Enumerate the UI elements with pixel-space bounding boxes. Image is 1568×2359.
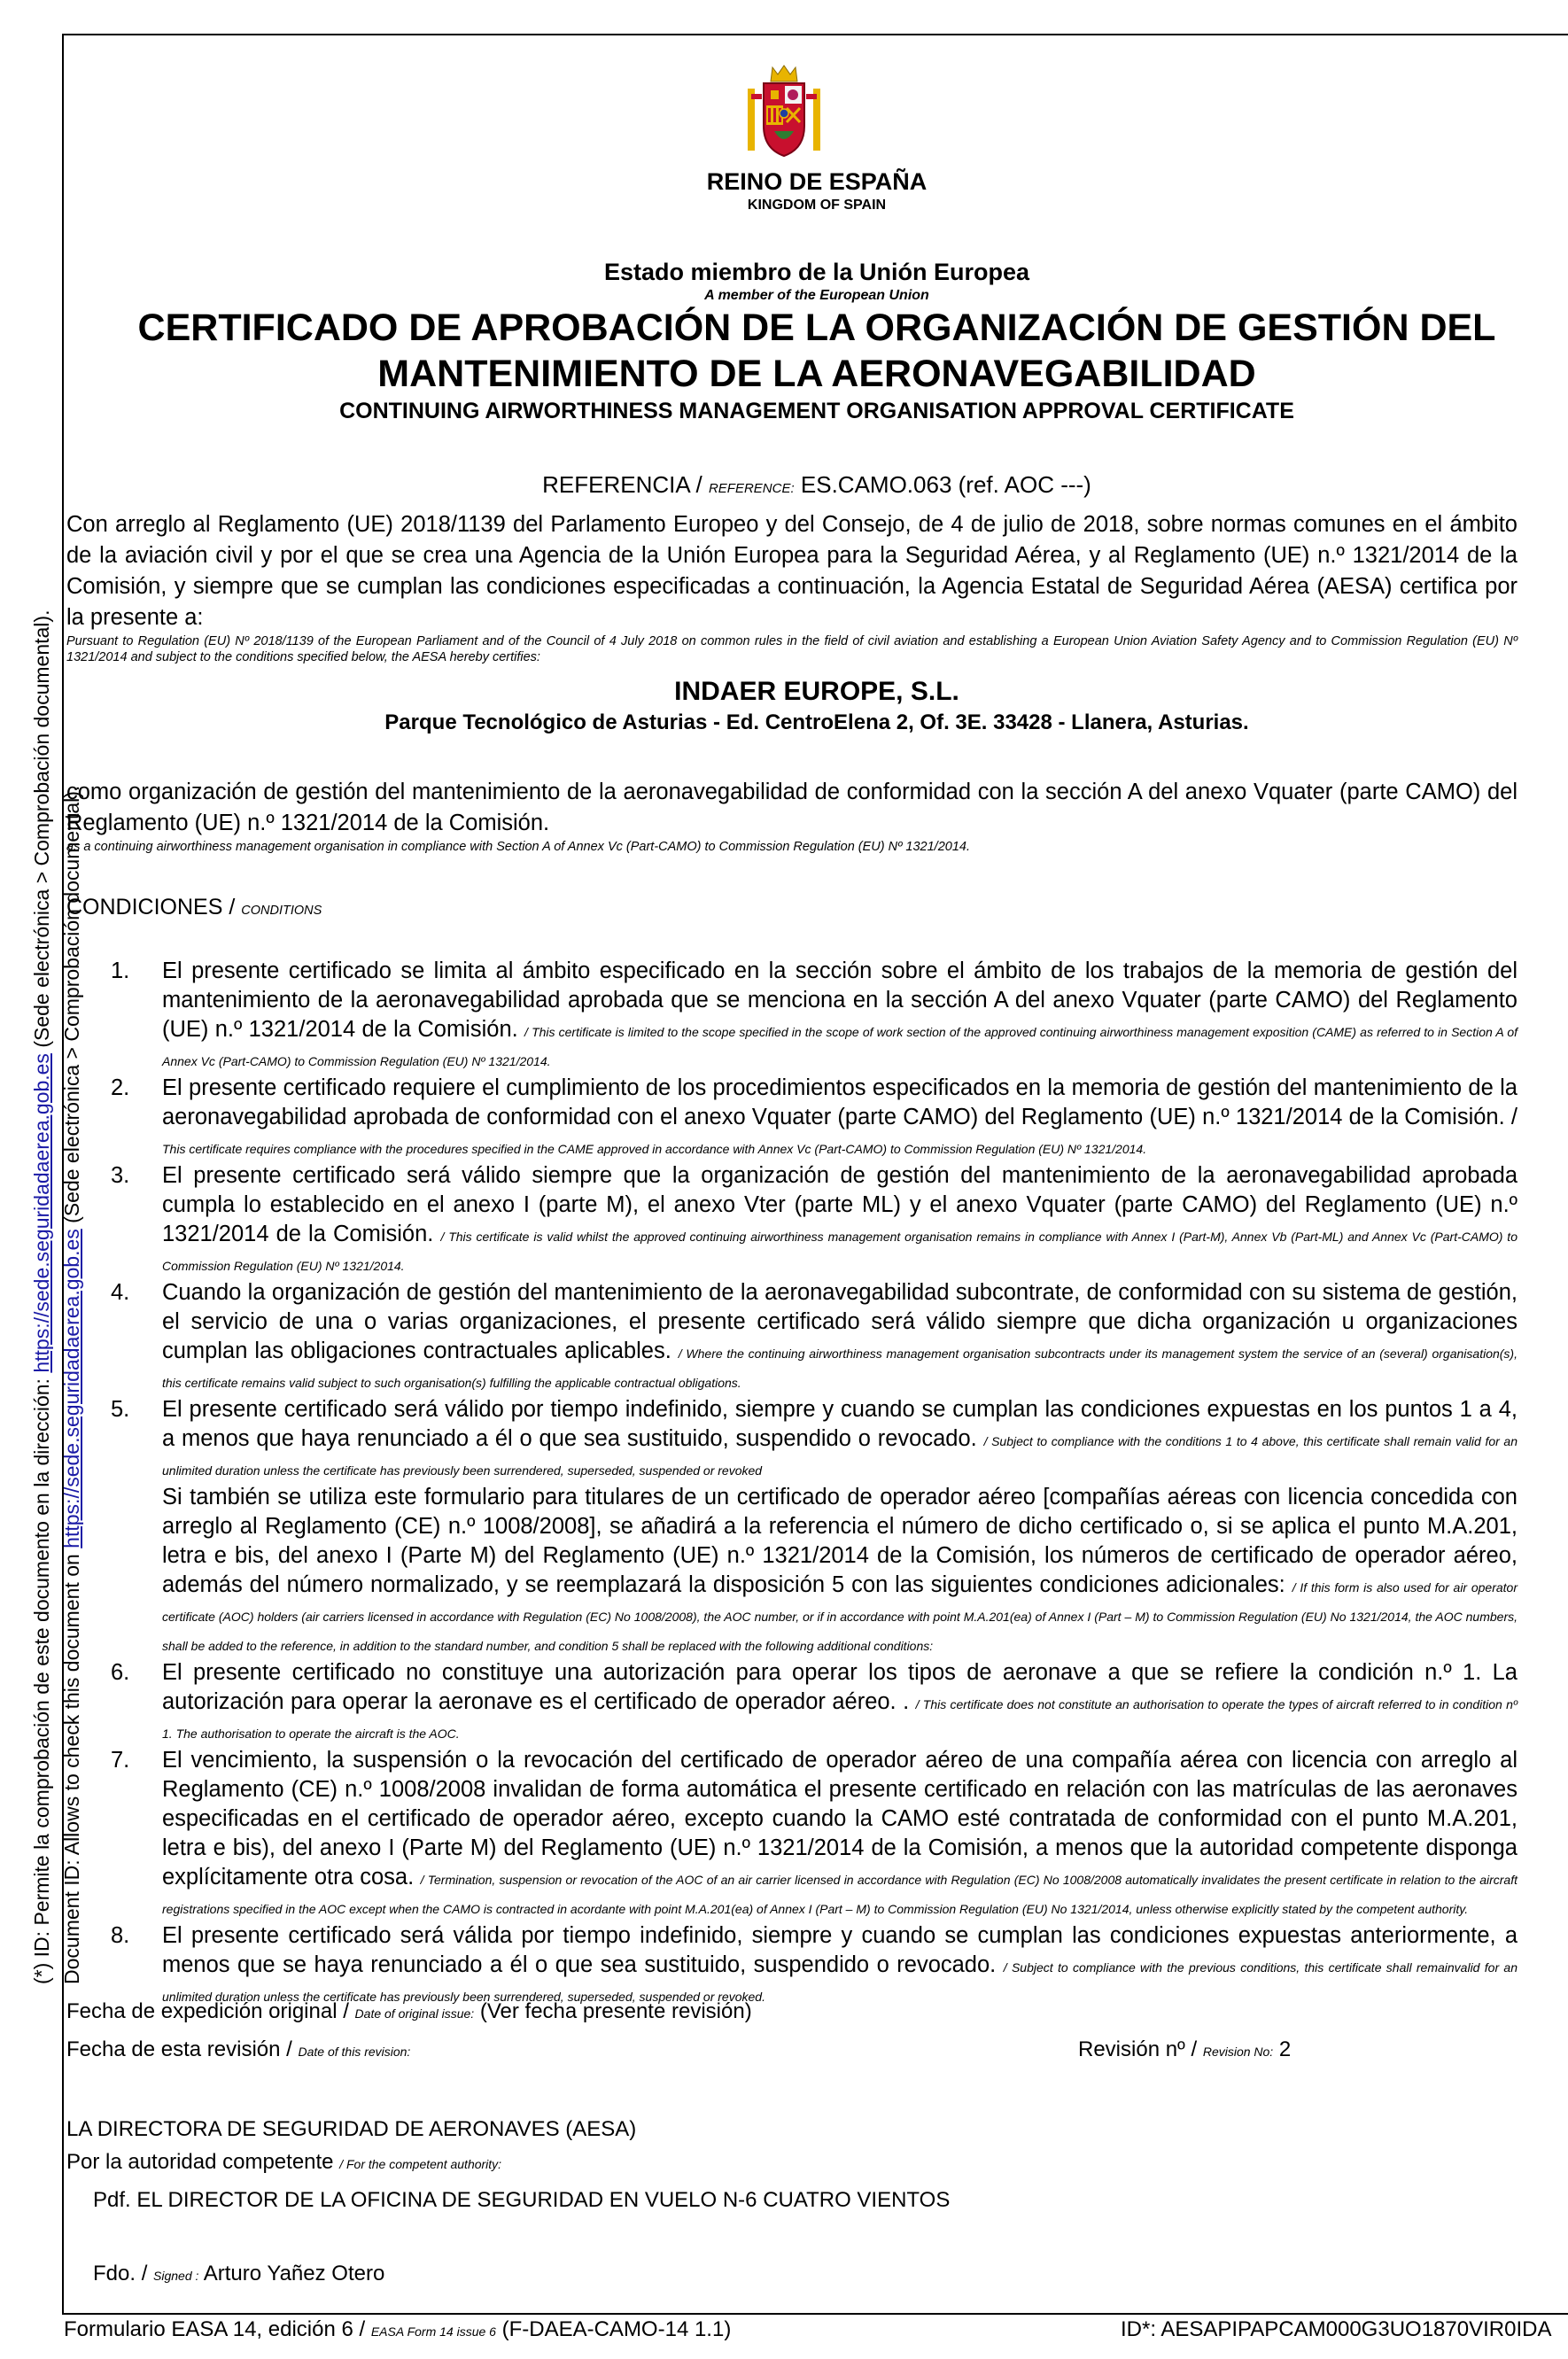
condition-item: 4. Cuando la organización de gestión del mantenimiento de la aeronavegabilidad subcontrate, de conformidad con su sistema de gestión, el servicio de una o varias organizaciones, el presente certificado será válido siempre que dicha organización u organizaciones cumplan las obligaciones contractuales aplicables. / Where the continuing airworthiness management organisation subcontracts under its management system the service of an (several) organisation(s), this certificate remains valid subject to such organisation(s) fulfilling the applicable contractual obligations.	[111, 1280, 1518, 1390]
condition-item: 2. El presente certificado requiere el cumplimiento de los procedimientos especificados en la memoria de gestión del mantenimiento de la aeronavegabilidad aprobada de conformidad con el anexo Vquater (parte CAMO) del Reglamento (UE) n.º 1321/2014 de la Comisión. / This certificate requires compliance with the procedures specified in the CAME approved in accordance with Annex Vc (Part-CAMO) to Commission Regulation (EU) Nº 1321/2014.	[111, 1075, 1518, 1156]
original-issue-date: Fecha de expedición original / Date of original issue: (Ver fecha presente revisión)	[66, 1999, 752, 2023]
condition-item: 6. El presente certificado no constituye una autorización para operar los tipos de aeronave a que se refiere la condición n.º 1. La autorización para operar la aeronave es el certificado de operador aéreo. . / This certificate does not constitute an authorisation to operate the types of aircraft referred to in condition nº 1. The authorisation to operate the aircraft is the AOC.	[111, 1660, 1518, 1741]
reference-value: ES.CAMO.063 (ref. AOC ---)	[800, 471, 1091, 498]
certificate-title-line-1: CERTIFICADO DE APROBACIÓN DE LA ORGANIZACIÓN DE GESTIÓN DEL	[137, 307, 1496, 349]
certificate-title-en: CONTINUING AIRWORTHINESS MANAGEMENT ORGANISATION APPROVAL CERTIFICATE	[339, 399, 1294, 423]
reference	[64, 471, 1568, 499]
original-issue-value: (Ver fecha presente revisión)	[479, 1999, 752, 2023]
verification-line-1: (*) ID: Permite la comprobación de este documento en la dirección: https://sede.seguridadaerea.gob.es (Sede electrónica > Comprobación documental).	[30, 609, 53, 1984]
signer-name: Arturo Yañez Otero	[203, 2262, 385, 2285]
country-name: REINO DE ESPAÑA	[706, 168, 928, 195]
spain-coat-of-arms-icon	[742, 62, 826, 161]
authority-title: LA DIRECTORA DE SEGURIDAD DE AERONAVES (AESA)	[66, 2117, 637, 2141]
conditions-heading: CONDICIONES / CONDITIONS	[66, 895, 322, 920]
member-state: Estado miembro de la Unión Europea	[603, 259, 1030, 285]
verification-link-2[interactable]: https://sede.seguridadaerea.gob.es	[60, 1229, 83, 1548]
condition-item: 8. El presente certificado será válida por tiempo indefinido, siempre y cuando se cumplan las condiciones expuestas anteriormente, a menos que se haya renunciado a él o que sea sustituido, suspendido o revocado. / Subject to compliance with the previous conditions, this certificate shall remainvalid for an unlimited duration unless the certificate has previously been surrendered, superseded, suspended or revoked.	[111, 1923, 1518, 2004]
competent-authority: Por la autoridad competente / For the competent authority:	[66, 2150, 502, 2174]
organisation-name: INDAER EUROPE, S.L.	[674, 677, 959, 706]
condition-item: 5. El presente certificado será válido por tiempo indefinido, siempre y cuando se cumplan las condiciones expuestas en los puntos 1 a 4, a menos que haya renunciado a él o que sea sustituido, suspendido o revocado. / Subject to compliance with the conditions 1 to 4 above, this certificate shall remain valid for an unlimited duration unless the certificate has previously been surrendered, superseded, suspended or revoked Si también se utiliza este formulario para titulares de un certificado de operador aéreo [compañías aéreas con licencia concedida con arreglo al Reglamento (CE) n.º 1008/2008], se añadirá a la referencia el número de dicho certificado o, si se aplica el punto M.A.201, letra e bis, del anexo I (Parte M) del Reglamento (UE) n.º 1321/2014 de la Comisión, los números de certificado de operador aéreo, además del número normalizado, y se reemplazará la disposición 5 con las siguientes condiciones adicionales: / If this form is also used for air operator certificate (AOC) holders (air carriers licensed in accordance with Regulation (EC) No 1008/2008), the AOC number, or if in accordance with point M.A.201(ea) of Annex I (Part – M) to Commission Regulation (EU) No 1321/2014, the AOC numbers, shall be added to the reference, in addition to the standard number, and condition 5 shall be replaced with the following additional conditions:	[111, 1395, 1518, 1658]
condition-5-additional: Si también se utiliza este formulario para titulares de un certificado de operador aéreo [compañías aéreas con licencia concedida con arreglo al Reglamento (CE) n.º 1008/2008], se añadirá a la referencia el número de dicho certificado o, si se aplica el punto M.A.201, letra e bis, del anexo I (Parte M) del Reglamento (UE) n.º 1321/2014 de la Comisión, los números de certificado de operador aéreo, además del número normalizado, y se reemplazará la disposición 5 con las siguientes condiciones adicionales: / If this form is also used for air operator certificate (AOC) holders (air carriers licensed in accordance with Regulation (EC) No 1008/2008), the AOC number, or if in accordance with point M.A.201(ea) of Annex I (Part – M) to Commission Regulation (EU) No 1321/2014, the AOC numbers, shall be added to the reference, in addition to the standard number, and condition 5 shall be replaced with the following additional conditions:	[162, 1485, 1518, 1653]
scope-section	[66, 777, 1518, 855]
intro-section	[66, 509, 1518, 665]
delegation-line: Pdf. EL DIRECTOR DE LA OFICINA DE SEGURIDAD EN VUELO N-6 CUATRO VIENTOS	[93, 2188, 951, 2212]
intro-text-en: Pursuant to Regulation (EU) Nº 2018/1139 of the European Parliament and of the Council of 4 July 2018 on common rules in the field of civil aviation and establishing a European Union Aviation Safety Agency and to Commission Regulation (EU) Nº 1321/2014 and subject to the conditions specified below, the AESA hereby certifies:	[66, 634, 1518, 664]
reference-label: REFERENCIA /	[542, 471, 702, 498]
member-state-en: A member of the European Union	[704, 288, 929, 303]
intro-text: Con arreglo al Reglamento (UE) 2018/1139 del Parlamento Europeo y del Consejo, de 4 de julio de 2018, sobre normas comunes en el ámbito de la aviación civil y por el que se crea una Agencia de la Unión Europea para la Seguridad Aérea, y al Reglamento (UE) n.º 1321/2014 de la Comisión, y siempre que se cumplan las condiciones especificadas a continuación, la Agencia Estatal de Seguridad Aérea (AESA) certifica por la presente a:	[66, 512, 1518, 630]
condition-item: 3. El presente certificado será válido siempre que la organización de gestión del mantenimiento de la aeronavegabilidad aprobada cumpla lo establecido en el anexo I (parte M), el anexo Vter (parte ML) y el anexo Vquater (parte CAMO) del Reglamento (UE) n.º 1321/2014 de la Comisión. / This certificate is valid whilst the approved continuing airworthiness management organisation remains in compliance with Annex I (Part-M), Annex Vb (Part-ML) and Annex Vc (Part-CAMO) to Commission Regulation (EU) Nº 1321/2014.	[111, 1163, 1518, 1273]
revision-number-value: 2	[1278, 2037, 1292, 2061]
certificate-title	[64, 305, 1568, 397]
signed-by: Fdo. / Signed : Arturo Yañez Otero	[93, 2262, 385, 2285]
conditions-list	[111, 957, 1518, 2009]
organisation-address: Parque Tecnológico de Asturias - Ed. CentroElena 2, Of. 3E. 33428 - Llanera, Asturias.	[384, 710, 1249, 734]
verification-line-2: Document ID: Allows to check this document on https://sede.seguridadaerea.gob.es (Sede electrónica > Comprobación documental).	[60, 785, 83, 1984]
revision-number: Revisión nº / Revision No: 2	[1078, 2037, 1292, 2061]
condition-item: 1. El presente certificado se limita al ámbito especificado en la sección sobre el ámbito de los trabajos de la memoria de gestión del mantenimiento de la aeronavegabilidad aprobada que se menciona en la sección A del anexo Vquater (parte CAMO) del Reglamento (UE) n.º 1321/2014 de la Comisión. / This certificate is limited to the scope specified in the scope of work section of the approved continuing airworthiness management exposition (CAME) as referred to in Section A of Annex Vc (Part-CAMO) to Commission Regulation (EU) Nº 1321/2014.	[111, 958, 1518, 1068]
scope-text: como organización de gestión del mantenimiento de la aeronavegabilidad de conformidad con la sección A del anexo Vquater (parte CAMO) del Reglamento (UE) n.º 1321/2014 de la Comisión.	[66, 780, 1518, 835]
revision-date: Fecha de esta revisión / Date of this revision:	[66, 2037, 411, 2061]
condition-item: 7. El vencimiento, la suspensión o la revocación del certificado de operador aéreo de una compañía aérea con licencia con arreglo al Reglamento (CE) n.º 1008/2008 invalidan de forma automática el presente certificado en relación con las matrículas de las aeronaves especificadas en el certificado de operador aéreo, excepto cuando la CAMO esté contratada de conformidad con el punto M.A.201, letra e bis), del anexo I (Parte M) del Reglamento (UE) n.º 1321/2014 de la Comisión, a menos que la autoridad competente disponga explícitamente otra cosa. / Termination, suspension or revocation of the AOC of an air carrier licensed in accordance with Regulation (EC) No 1008/2008 automatically invalidates the present certificate in relation to the aircraft registrations specified in the AOC except when the CAMO is contracted in acordante with point M.A.201(ea) of Annex I (Part – M) to Commission Regulation (EU) No 1321/2014, unless otherwise explicitly stated by the competent authority.	[111, 1748, 1518, 1916]
reference-label-en: REFERENCE:	[708, 481, 795, 496]
verification-link-1[interactable]: https://sede.seguridadaerea.gob.es	[30, 1053, 53, 1373]
document-id: ID*: AESAPIPAPCAM000G3UO1870VIR0IDA	[1121, 2317, 1552, 2341]
scope-text-en: as a continuing airworthiness management organisation in compliance with Section A of Annex Vc (Part-CAMO) to Commission Regulation (EU) Nº 1321/2014.	[66, 840, 970, 854]
country-name-en: KINGDOM OF SPAIN	[747, 198, 887, 213]
certificate-title-line-2: MANTENIMIENTO DE LA AERONAVEGABILIDAD	[377, 353, 1256, 395]
form-identifier: Formulario EASA 14, edición 6 / EASA Form 14 issue 6 (F-DAEA-CAMO-14 1.1)	[64, 2317, 732, 2341]
